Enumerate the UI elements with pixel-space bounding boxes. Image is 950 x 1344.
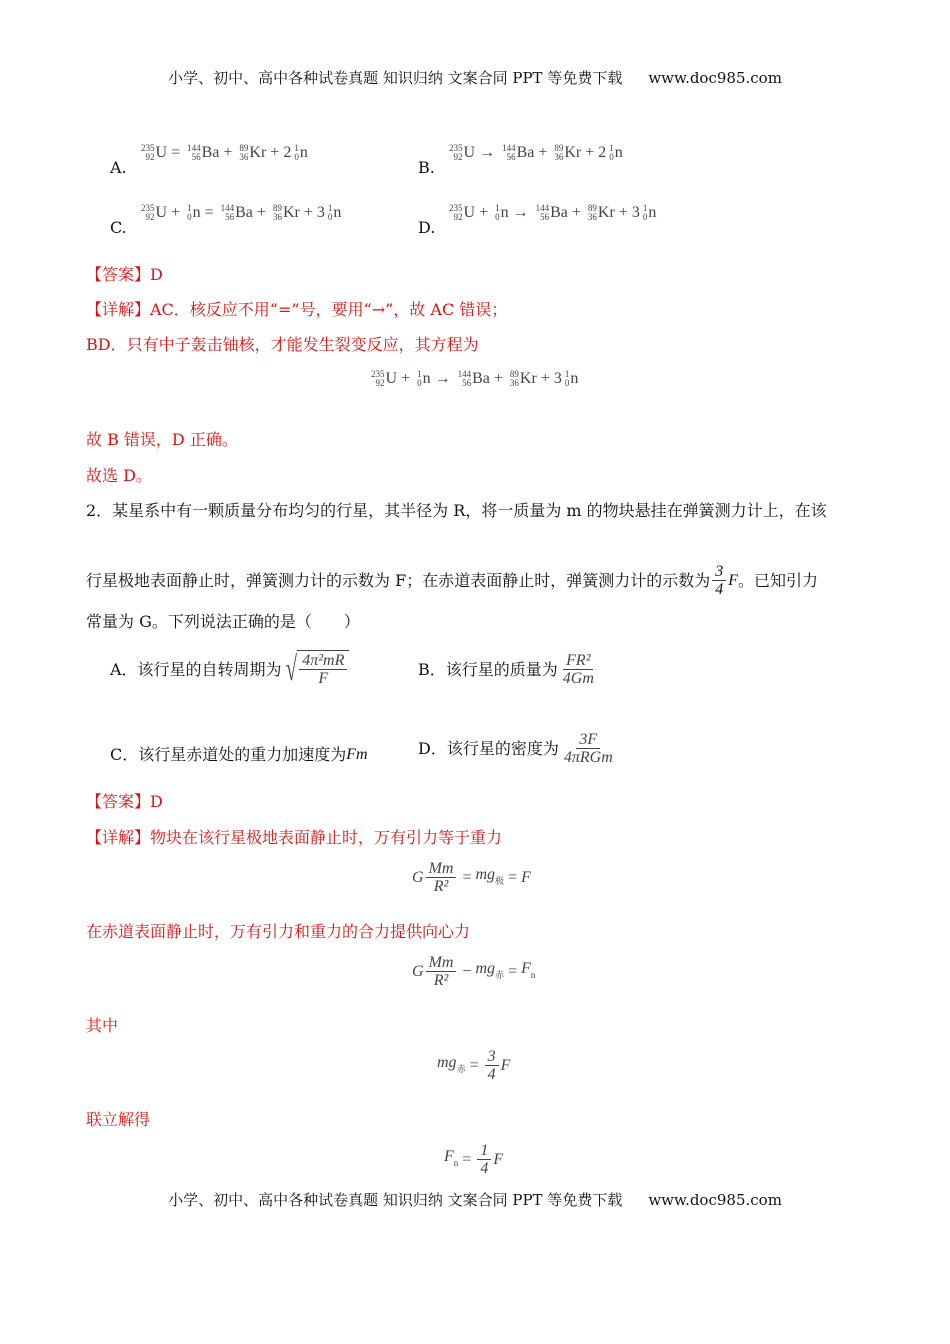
option-formula	[558, 652, 599, 687]
nuclide-numbers	[328, 204, 333, 222]
nuclide	[554, 143, 581, 163]
element-symbol: Ba	[235, 204, 253, 221]
nuclide-numbers	[495, 204, 500, 222]
operator: =	[462, 868, 472, 886]
nuclide-numbers	[536, 204, 550, 222]
denominator: 4Gm	[562, 670, 594, 687]
nuclide-numbers	[187, 204, 192, 222]
denominator: R²	[433, 878, 449, 895]
mass-number: 1	[564, 369, 570, 379]
element-symbol: U	[385, 370, 398, 387]
q2-option-b	[418, 652, 599, 687]
mass-number: 1	[417, 369, 422, 379]
nuclide	[141, 203, 167, 223]
element-symbol: Kr	[564, 144, 582, 161]
nuclide-numbers	[294, 144, 299, 162]
denominator: 4	[487, 1066, 496, 1083]
option-formula	[559, 731, 618, 766]
subscripted-symbol	[475, 959, 504, 985]
option-text: B．该行星的质量为	[418, 659, 558, 679]
subscripted-symbol	[475, 865, 504, 891]
radicand	[297, 650, 349, 690]
nuclide	[458, 369, 490, 389]
mass-number: 144	[457, 369, 472, 379]
element-symbol: n	[192, 204, 201, 221]
atomic-number: 0	[187, 212, 192, 222]
coefficient: 3	[316, 204, 325, 221]
operator: →	[479, 144, 496, 161]
numerator: 1	[477, 1142, 491, 1160]
nuclide	[294, 143, 308, 163]
math-symbol: F	[521, 868, 531, 886]
operator: +	[223, 144, 233, 161]
page-footer	[0, 1190, 950, 1210]
math-symbol: Fm	[346, 746, 368, 763]
base: mg	[437, 1053, 457, 1071]
option-b-equation	[446, 143, 623, 163]
nuclide	[328, 203, 342, 223]
nuclide-numbers	[458, 370, 472, 388]
nuclide	[502, 143, 534, 163]
operator: =	[469, 1056, 479, 1074]
nuclide	[417, 369, 431, 389]
numerator: Mm	[426, 860, 457, 878]
mass-number: 89	[587, 203, 597, 213]
footer-text: 小学、初中、高中各种试卷真题 知识归纳 文案合同 PPT 等免费下载	[168, 1191, 623, 1209]
nuclide-numbers	[187, 144, 201, 162]
option-a-label: A.	[110, 158, 127, 177]
nuclide	[371, 369, 397, 389]
atomic-number: 36	[554, 152, 564, 162]
q2-detail-line: 在赤道表面静止时，万有引力和重力的合力提供向心力	[86, 922, 471, 941]
nuclide-numbers	[554, 144, 563, 162]
operator: +	[401, 370, 411, 387]
nuclide	[536, 203, 568, 223]
q2-stem: 2．某星系中有一颗质量分布均匀的行星，其半径为 R，将一质量为 m 的物块悬挂在弹簧测力计上，在该	[86, 501, 827, 520]
mass-number: 235	[141, 143, 155, 153]
numerator: FR²	[563, 652, 593, 670]
atomic-number: 0	[495, 212, 500, 222]
subscripted-symbol	[444, 1147, 458, 1173]
element-symbol: Kr	[519, 370, 537, 387]
numerator: Mm	[426, 954, 457, 972]
fraction	[299, 652, 347, 687]
header-text: 小学、初中、高中各种试卷真题 知识归纳 文案合同 PPT 等免费下载	[168, 69, 623, 87]
numerator: 3F	[576, 731, 600, 749]
nuclide-numbers	[502, 144, 516, 162]
element-symbol: Ba	[516, 144, 535, 161]
nuclide	[609, 143, 623, 163]
mass-number: 144	[535, 203, 550, 213]
base: mg	[475, 959, 496, 977]
base: mg	[475, 865, 496, 883]
element-symbol: U	[155, 204, 168, 221]
nuclide-numbers	[449, 144, 463, 162]
fraction	[712, 563, 726, 598]
base: F	[521, 959, 531, 977]
nuclide-numbers	[643, 204, 648, 222]
mass-number: 89	[272, 203, 282, 213]
operator: −	[462, 962, 472, 980]
option-c-label: C.	[110, 218, 127, 237]
operator: =	[508, 962, 518, 980]
atomic-number: 0	[564, 378, 570, 388]
mass-number: 89	[509, 369, 519, 379]
nuclide-numbers	[609, 144, 614, 162]
option-b-label: B.	[418, 158, 435, 177]
nuclide-numbers	[141, 204, 155, 222]
nuclide	[187, 143, 219, 163]
atomic-number: 56	[462, 378, 472, 388]
q1-detail-line: 【详解】AC．核反应不用“=”号，要用“→”，故 AC 错误；	[86, 300, 508, 319]
atomic-number: 56	[540, 212, 550, 222]
denominator: 4πRGm	[563, 749, 613, 766]
option-text: A．该行星的自转周期为	[110, 660, 282, 679]
denominator: 4	[480, 1160, 489, 1177]
q1-answer: 【答案】D	[86, 265, 163, 284]
nuclide-numbers	[371, 370, 385, 388]
nuclide-numbers	[510, 370, 519, 388]
q2-stem: 。已知引力	[737, 570, 818, 590]
denominator: 4	[715, 581, 724, 598]
nuclide-numbers	[588, 204, 597, 222]
atomic-number: 0	[417, 378, 422, 388]
math-symbol: F	[728, 571, 738, 589]
operator: →	[512, 204, 529, 221]
subscript: n	[530, 969, 536, 980]
nuclide	[239, 143, 266, 163]
q2-option-a	[110, 650, 349, 690]
nuclide-numbers	[273, 204, 282, 222]
operator: =	[204, 204, 214, 221]
q2-stem: 常量为 G。下列说法正确的是（ ）	[86, 612, 360, 631]
mass-number: 1	[642, 203, 648, 213]
footer-link[interactable]: www.doc985.com	[648, 1191, 782, 1209]
nuclide	[449, 143, 475, 163]
mass-number: 1	[609, 143, 614, 153]
mass-number: 144	[502, 143, 516, 153]
operator: =	[508, 868, 518, 886]
nuclide-numbers	[141, 144, 155, 162]
option-formula	[346, 745, 367, 765]
mass-number: 1	[294, 143, 299, 153]
option-d-equation	[446, 203, 656, 223]
atomic-number: 36	[239, 152, 249, 162]
element-symbol: U	[155, 144, 168, 161]
base: F	[444, 1147, 454, 1165]
operator: +	[538, 144, 548, 161]
equation-fn	[444, 1142, 503, 1177]
q2-detail-line: 其中	[86, 1016, 119, 1035]
fraction	[426, 954, 457, 989]
option-c-equation	[138, 203, 341, 223]
nuclide	[187, 203, 201, 223]
mass-number: 89	[239, 143, 249, 153]
q2-option-d	[418, 731, 618, 766]
option-a-equation	[138, 143, 308, 163]
fraction	[560, 652, 597, 687]
element-symbol: n	[333, 204, 342, 221]
mass-number: 1	[327, 203, 333, 213]
operator: +	[540, 370, 550, 387]
atomic-number: 92	[375, 378, 385, 388]
operator: +	[571, 204, 581, 221]
element-symbol: n	[299, 144, 308, 161]
fraction-three-quarters-f	[710, 563, 738, 598]
mass-number: 235	[371, 369, 385, 379]
nuclide	[588, 203, 615, 223]
coefficient: 2	[283, 144, 292, 161]
coefficient: 3	[631, 204, 640, 221]
nuclide	[643, 203, 657, 223]
element-symbol: U	[463, 144, 476, 161]
atomic-number: 36	[509, 378, 519, 388]
subscript: n	[453, 1157, 459, 1168]
element-symbol: n	[500, 204, 509, 221]
nuclide	[273, 203, 300, 223]
element-symbol: Ba	[550, 204, 568, 221]
numerator: 4π²mR	[299, 652, 347, 670]
mass-number: 235	[449, 143, 463, 153]
equation-equator	[412, 954, 535, 989]
option-formula	[282, 650, 350, 690]
element-symbol: Ba	[472, 370, 490, 387]
operator: +	[256, 204, 266, 221]
element-symbol: Kr	[597, 204, 615, 221]
element-symbol: Kr	[249, 144, 267, 161]
square-root	[282, 650, 350, 690]
mass-number: 1	[495, 203, 500, 213]
math-symbol: G	[412, 962, 424, 980]
operator: +	[270, 144, 280, 161]
math-symbol: G	[412, 868, 424, 886]
element-symbol: n	[648, 204, 657, 221]
operator: +	[493, 370, 503, 387]
equation-mg-equator	[437, 1048, 510, 1083]
q2-option-c	[110, 745, 368, 765]
fraction	[561, 731, 616, 766]
nuclide-numbers	[565, 370, 570, 388]
coefficient: 3	[553, 370, 562, 387]
equation-pole	[412, 860, 531, 895]
atomic-number: 36	[587, 212, 597, 222]
fission-equation	[368, 369, 578, 389]
atomic-number: 92	[453, 152, 463, 162]
numerator: 3	[712, 563, 726, 581]
radical-sign-icon: √	[285, 651, 297, 688]
option-d-label: D.	[418, 218, 436, 237]
mass-number: 235	[141, 203, 155, 213]
nuclide-numbers	[449, 204, 463, 222]
q1-detail-line: 故选 D。	[86, 466, 152, 485]
atomic-number: 56	[191, 152, 201, 162]
atomic-number: 0	[609, 152, 614, 162]
nuclide	[449, 203, 475, 223]
q1-detail-line: 故 B 错误，D 正确。	[86, 430, 238, 449]
nuclide	[565, 369, 579, 389]
atomic-number: 92	[453, 212, 463, 222]
subscripted-symbol	[521, 959, 535, 985]
operator: =	[171, 144, 181, 161]
mass-number: 144	[220, 203, 235, 213]
operator: +	[303, 204, 313, 221]
element-symbol: U	[463, 204, 476, 221]
nuclide	[221, 203, 253, 223]
subscript: 赤	[456, 1063, 466, 1074]
operator: +	[618, 204, 628, 221]
mass-number: 1	[187, 203, 192, 213]
operator: +	[585, 144, 595, 161]
subscript: 极	[495, 875, 505, 886]
element-symbol: n	[614, 144, 623, 161]
q2-answer: 【答案】D	[86, 792, 163, 811]
math-symbol: F	[500, 1056, 511, 1074]
atomic-number: 92	[145, 152, 155, 162]
fraction	[426, 860, 457, 895]
q2-stem: 行星极地表面静止时，弹簧测力计的示数为 F；在赤道表面静止时，弹簧测力计的示数为	[86, 570, 711, 590]
header-link[interactable]: www.doc985.com	[648, 69, 782, 87]
operator: →	[434, 370, 451, 387]
q2-detail-line: 联立解得	[86, 1110, 151, 1129]
nuclide-numbers	[239, 144, 248, 162]
atomic-number: 0	[642, 212, 648, 222]
fraction	[477, 1142, 491, 1177]
q2-detail-line: 【详解】物块在该行星极地表面静止时，万有引力等于重力	[86, 828, 503, 847]
fraction	[485, 1048, 499, 1083]
option-text: D．该行星的密度为	[418, 738, 559, 758]
mass-number: 235	[449, 203, 463, 213]
nuclide-numbers	[221, 204, 235, 222]
denominator: F	[318, 670, 329, 687]
numerator: 3	[485, 1048, 499, 1066]
subscripted-symbol	[437, 1053, 466, 1079]
element-symbol: n	[422, 370, 431, 387]
element-symbol: Ba	[201, 144, 220, 161]
atomic-number: 56	[506, 152, 516, 162]
atomic-number: 0	[327, 212, 333, 222]
denominator: R²	[433, 972, 449, 989]
element-symbol: Kr	[282, 204, 300, 221]
atomic-number: 36	[272, 212, 282, 222]
operator: +	[479, 204, 489, 221]
nuclide	[495, 203, 509, 223]
nuclide	[510, 369, 537, 389]
nuclide-numbers	[417, 370, 422, 388]
nuclide	[141, 143, 167, 163]
mass-number: 144	[187, 143, 201, 153]
q1-detail-line: BD．只有中子轰击铀核，才能发生裂变反应，其方程为	[86, 335, 479, 354]
operator: =	[462, 1150, 472, 1168]
element-symbol: n	[570, 370, 579, 387]
atomic-number: 56	[225, 212, 235, 222]
subscript: 赤	[495, 969, 505, 980]
atomic-number: 0	[294, 152, 299, 162]
coefficient: 2	[598, 144, 607, 161]
page-header	[0, 68, 950, 88]
mass-number: 89	[554, 143, 564, 153]
option-text: C．该行星赤道处的重力加速度为	[110, 745, 347, 764]
atomic-number: 92	[145, 212, 155, 222]
math-symbol: F	[493, 1150, 504, 1168]
operator: +	[171, 204, 181, 221]
